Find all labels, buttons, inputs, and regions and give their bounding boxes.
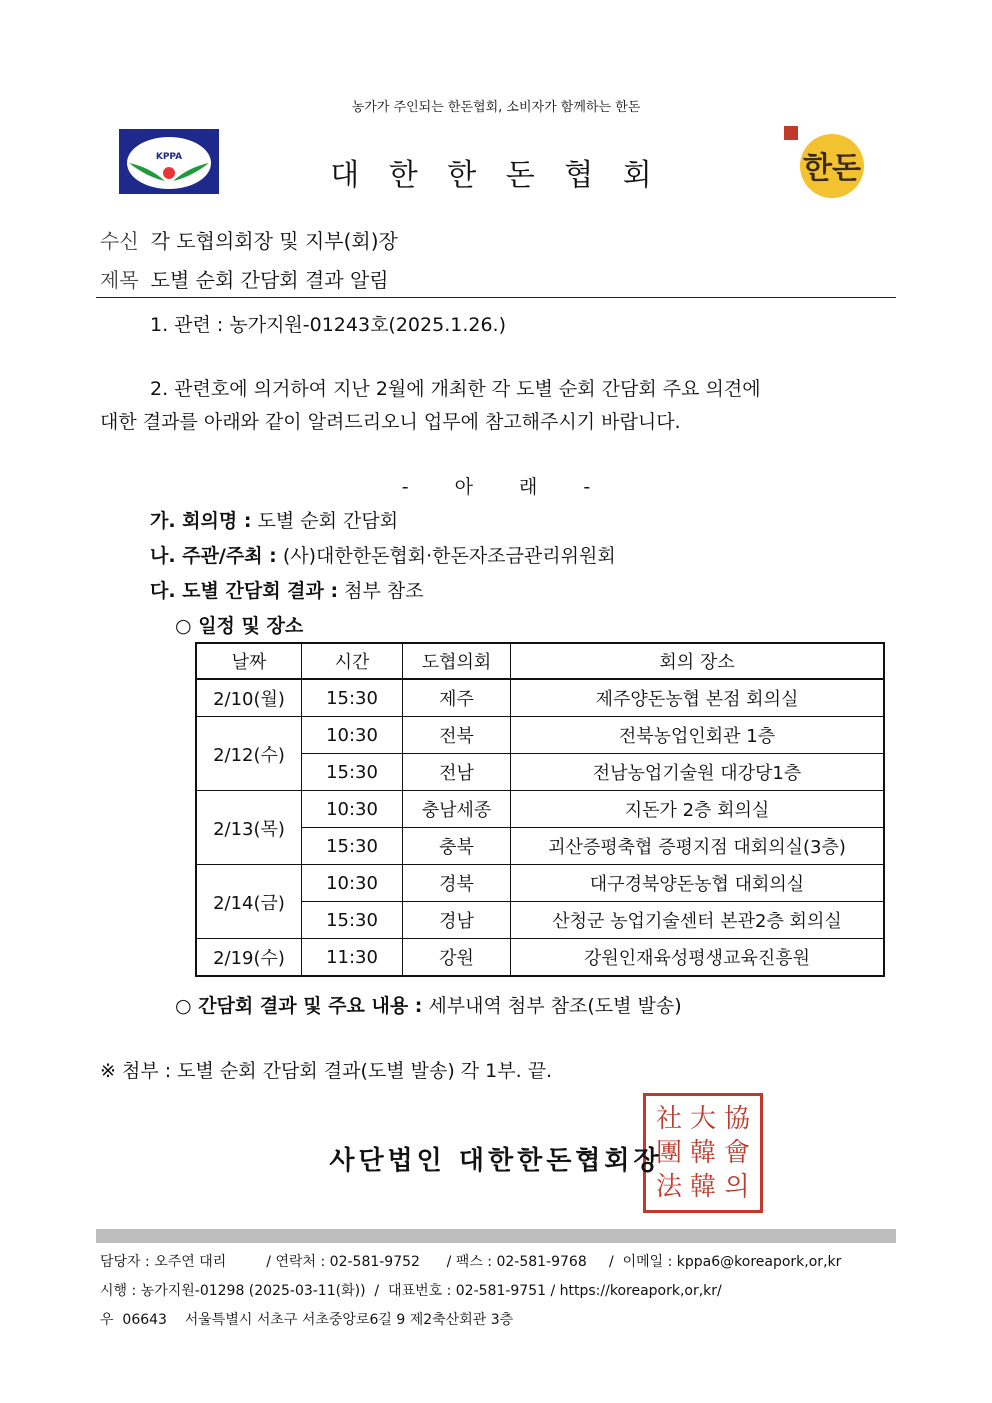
seal-char: 社 <box>655 1104 682 1134</box>
table-row <box>196 865 884 902</box>
seal-char: 大 <box>689 1104 716 1134</box>
seal-char: 協 <box>723 1104 750 1134</box>
item-da <box>150 576 424 603</box>
handon-logo <box>780 122 875 202</box>
item-ga <box>150 506 398 533</box>
org-title: 대 한 한 돈 협 회 <box>330 158 662 193</box>
seal-char: 韓 <box>689 1172 716 1202</box>
signature: 사단법인 대한한돈협회장 <box>329 1146 663 1176</box>
header-region: 도협의회 <box>403 643 511 679</box>
seal-char: 韓 <box>689 1138 716 1168</box>
paragraph-1: 1. 관련 : 농가지원-01243호(2025.1.26.) <box>150 314 506 336</box>
item-ga-label: 가. 회의명 : <box>150 510 252 532</box>
cell-date: 2/14(금) <box>196 865 302 939</box>
item-ga-value: 도별 순회 간담회 <box>257 510 399 532</box>
paragraph-2-line-1: 2. 관련호에 의거하여 지난 2월에 개최한 각 도별 순회 간담회 주요 의견에 <box>150 378 761 400</box>
cell-time: 10:30 <box>302 791 403 828</box>
seal-char: 의 <box>724 1172 750 1202</box>
cell-time: 15:30 <box>302 828 403 865</box>
kppa-logo-text: KPPA <box>155 152 183 162</box>
subject-label: 제목 <box>100 268 139 292</box>
header-time: 시간 <box>302 643 403 679</box>
cell-place: 강원인재육성평생교육진흥원 <box>511 939 885 977</box>
cell-time: 15:30 <box>302 902 403 939</box>
table-row <box>196 717 884 754</box>
below-heading: - 아 래 - <box>401 476 591 498</box>
cell-time: 10:30 <box>302 717 403 754</box>
cell-date: 2/10(월) <box>196 679 302 717</box>
cell-date: 2/19(수) <box>196 939 302 977</box>
cell-region: 충북 <box>403 828 511 865</box>
seal-char: 法 <box>655 1172 682 1202</box>
item-na <box>150 541 616 568</box>
cell-region: 전남 <box>403 754 511 791</box>
cell-time: 15:30 <box>302 679 403 717</box>
item-da-value: 첨부 참조 <box>344 580 424 602</box>
cell-region: 전북 <box>403 717 511 754</box>
header-place: 회의 장소 <box>511 643 885 679</box>
cell-place: 전북농업인회관 1층 <box>511 717 885 754</box>
paragraph-2-line-2: 대한 결과를 아래와 같이 알려드리오니 업무에 참고해주시기 바랍니다. <box>100 411 681 433</box>
table-header-row <box>196 643 884 679</box>
seal-char: 會 <box>723 1138 750 1168</box>
slogan: 농가가 주인되는 한돈협회, 소비자가 함께하는 한돈 <box>351 100 641 115</box>
footer-contact: 담당자 : 오주연 대리 / 연락처 : 02-581-9752 / 팩스 : 02-581-9768 / 이메일 : kppa6@koreapork,or,kr <box>100 1254 842 1270</box>
recipient-line <box>100 225 398 254</box>
seal-char: 團 <box>655 1138 682 1168</box>
cell-place: 괴산증평축협 증평지점 대회의실(3층) <box>511 828 885 865</box>
cell-date: 2/13(목) <box>196 791 302 865</box>
cell-region: 강원 <box>403 939 511 977</box>
subject-line <box>100 264 389 293</box>
schedule-table <box>195 642 885 977</box>
cell-place: 제주양돈농협 본점 회의실 <box>511 679 885 717</box>
item-na-label: 나. 주관/주최 : <box>150 545 277 567</box>
cell-place: 대구경북양돈농협 대회의실 <box>511 865 885 902</box>
table-row <box>196 791 884 828</box>
table-row <box>196 939 884 977</box>
item-da-label: 다. 도별 간담회 결과 : <box>150 580 339 602</box>
table-row <box>196 679 884 717</box>
cell-region: 경북 <box>403 865 511 902</box>
header-divider <box>96 297 896 298</box>
item-na-value: (사)대한한돈협회·한돈자조금관리위원회 <box>282 545 616 567</box>
cell-place: 산청군 농업기술센터 본관2층 회의실 <box>511 902 885 939</box>
cell-region: 충남세종 <box>403 791 511 828</box>
cell-time: 10:30 <box>302 865 403 902</box>
result-label: ○ 간담회 결과 및 주요 내용 : <box>175 995 423 1017</box>
footer-divider <box>96 1229 896 1243</box>
schedule-heading: ○ 일정 및 장소 <box>175 615 304 637</box>
footer-issue: 시행 : 농가지원-01298 (2025-03-11(화)) / 대표번호 : 02-581-9751 / https://koreapork,or,kr/ <box>100 1283 722 1299</box>
cell-time: 15:30 <box>302 754 403 791</box>
subject: 도별 순회 간담회 결과 알림 <box>150 268 389 292</box>
cell-place: 전남농업기술원 대강당1층 <box>511 754 885 791</box>
cell-place: 지돈가 2층 회의실 <box>511 791 885 828</box>
footer-address: 우 06643 서울특별시 서초구 서초중앙로6길 9 제2축산회관 3층 <box>100 1312 514 1328</box>
handon-logo-text: 한돈 <box>803 151 861 186</box>
cell-region: 제주 <box>403 679 511 717</box>
cell-region: 경남 <box>403 902 511 939</box>
result-line <box>175 991 682 1018</box>
cell-date: 2/12(수) <box>196 717 302 791</box>
recipient: 각 도협의회장 및 지부(회)장 <box>150 229 398 253</box>
attachment-note: ※ 첨부 : 도별 순회 간담회 결과(도별 발송) 각 1부. 끝. <box>100 1060 553 1082</box>
recipient-label: 수신 <box>100 229 139 253</box>
header-date: 날짜 <box>196 643 302 679</box>
cell-time: 11:30 <box>302 939 403 977</box>
result-value: 세부내역 첨부 참조(도별 발송) <box>428 995 682 1017</box>
